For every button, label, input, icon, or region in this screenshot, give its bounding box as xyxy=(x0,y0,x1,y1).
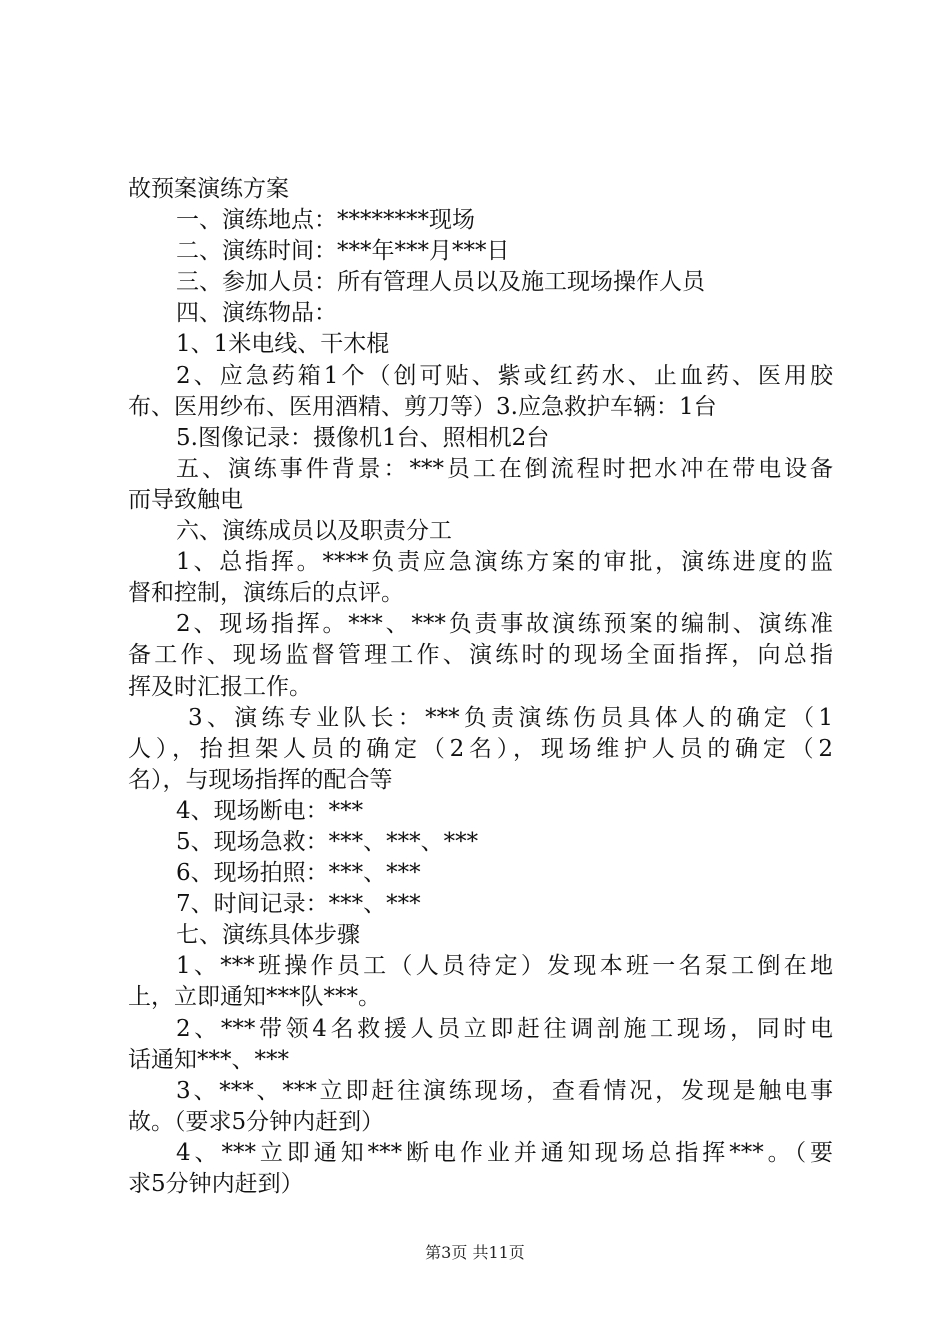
document-line: 五、演练事件背景：***员工在倒流程时把水冲在带电设备 xyxy=(176,455,833,482)
document-line: 3、演练专业队长：***负责演练伤员具体人的确定（1 xyxy=(188,704,833,731)
document-line: 2、现场指挥。***、***负责事故演练预案的编制、演练准 xyxy=(176,611,833,638)
document-line: 人），抬担架人员的确定（2名），现场维护人员的确定（2 xyxy=(128,735,833,762)
document-line: 挥及时汇报工作。 xyxy=(128,673,312,700)
document-line: 三、参加人员：所有管理人员以及施工现场操作人员 xyxy=(176,269,705,296)
document-line: 七、演练具体步骤 xyxy=(176,922,360,949)
document-line: 布、医用纱布、医用酒精、剪刀等）3.应急救护车辆：1台 xyxy=(128,393,717,420)
document-line: 1、***班操作员工（人员待定）发现本班一名泵工倒在地 xyxy=(176,953,833,980)
document-line: 6、现场拍照：***、*** xyxy=(176,860,421,887)
document-line: 3、***、***立即赶往演练现场，查看情况，发现是触电事 xyxy=(176,1077,833,1104)
document-line: 上，立即通知***队***。 xyxy=(128,984,381,1011)
document-line: 5、现场急救：***、***、*** xyxy=(176,828,479,855)
document-line: 2、***带领4名救援人员立即赶往调剖施工现场，同时电 xyxy=(176,1015,833,1042)
document-body xyxy=(128,174,833,1200)
document-line: 二、演练时间：***年***月***日 xyxy=(176,238,510,265)
document-line: 4、现场断电：*** xyxy=(176,797,364,824)
document-line: 2、应急药箱1个（创可贴、紫或红药水、止血药、医用胶 xyxy=(176,362,833,389)
document-line: 1、1米电线、干木棍 xyxy=(176,331,390,358)
document-line: 求5分钟内赶到） xyxy=(128,1171,304,1197)
document-line: 7、时间记录：***、*** xyxy=(176,891,421,918)
document-line: 备工作、现场监督管理工作、演练时的现场全面指挥，向总指 xyxy=(128,642,833,669)
document-line: 1、总指挥。****负责应急演练方案的审批，演练进度的监 xyxy=(176,549,833,576)
document-line: 一、演练地点：********现场 xyxy=(176,207,475,234)
document-line: 四、演练物品： xyxy=(176,300,337,327)
document-line: 督和控制，演练后的点评。 xyxy=(128,580,404,607)
document-line: 5.图像记录：摄像机1台、照相机2台 xyxy=(176,424,550,451)
document-line: 六、演练成员以及职责分工 xyxy=(176,518,452,545)
document-line: 而导致触电 xyxy=(128,486,243,513)
document-line: 4、***立即通知***断电作业并通知现场总指挥***。（要 xyxy=(176,1139,833,1166)
document-line: 故预案演练方案 xyxy=(128,176,289,202)
document-line: 名），与现场指挥的配合等 xyxy=(128,766,393,793)
document-line: 故。（要求5分钟内赶到） xyxy=(128,1108,385,1135)
page-number-footer: 第3页 共11页 xyxy=(425,1243,525,1262)
document-line: 话通知***、*** xyxy=(128,1046,289,1073)
